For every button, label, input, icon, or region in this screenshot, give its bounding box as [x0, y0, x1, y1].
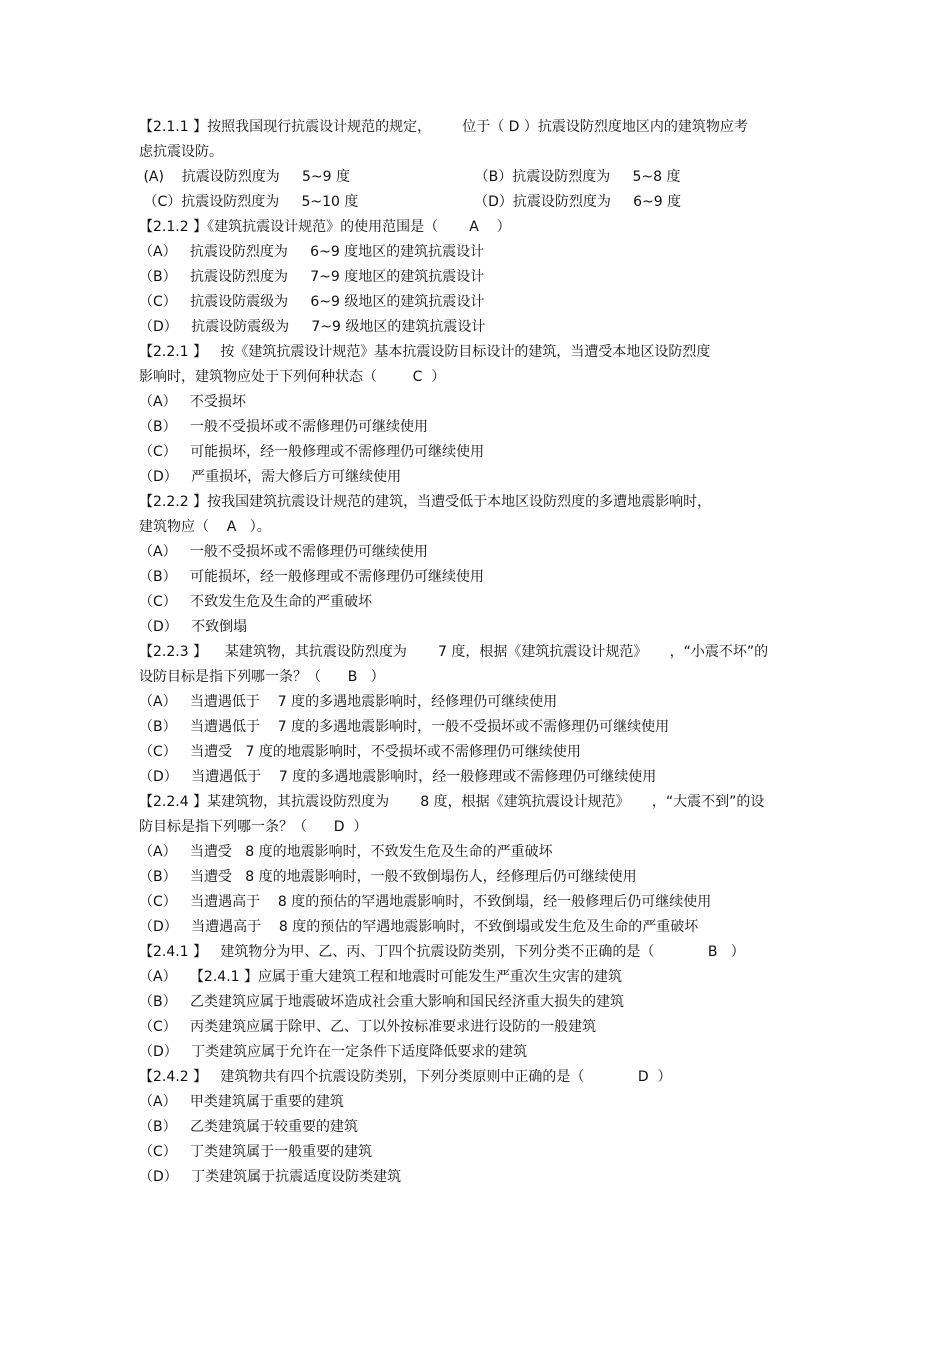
option-d: （D） 丁类建筑属于抗震适度设防类建筑: [139, 1169, 402, 1185]
option-d: （D） 抗震设防震级为 7~9 级地区的建筑抗震设计: [139, 319, 486, 335]
question-2-2-1: 【2.2.1 】 按《建筑抗震设计规范》基本抗震设防目标设计的建筑，当遭受本地区设防烈度: [139, 344, 711, 360]
question-2-1-1-continued: 虑抗震设防。: [139, 144, 223, 160]
option-a: （A） 不受损坏: [139, 394, 246, 410]
question-2-4-1: 【2.4.1 】 建筑物分为甲、乙、丙、丁四个抗震设防类别，下列分类不正确的是（ B ）: [139, 944, 745, 960]
option-d: （D） 丁类建筑应属于允许在一定条件下适度降低要求的建筑: [139, 1044, 528, 1060]
option-a: （A） 甲类建筑属于重要的建筑: [139, 1094, 344, 1110]
question-2-2-3: 【2.2.3 】 某建筑物，其抗震设防烈度为 7 度，根据《建筑抗震设计规范》 ，“小震不坏”的: [139, 644, 769, 660]
option-c: （C） 丙类建筑应属于除甲、乙、丁以外按标准要求进行设防的一般建筑: [139, 1019, 597, 1035]
option-b: （B） 当遭受 8 度的地震影响时，一般不致倒塌伤人，经修理后仍可继续使用: [139, 869, 637, 885]
option-d: （D） 当遭遇低于 7 度的多遇地震影响时，经一般修理或不需修理仍可继续使用: [139, 769, 657, 785]
option-d: （D） 严重损坏，需大修后方可继续使用: [139, 469, 402, 485]
option-c: （C） 可能损坏，经一般修理或不需修理仍可继续使用: [139, 444, 485, 460]
option-c: （C） 不致发生危及生命的严重破坏: [139, 594, 373, 610]
question-2-2-2-continued: 建筑物应（ A ）。: [139, 519, 271, 535]
option-b: （B） 乙类建筑应属于地震破坏造成社会重大影响和国民经济重大损失的建筑: [139, 994, 624, 1010]
option-a: （A） 一般不受损坏或不需修理仍可继续使用: [139, 544, 428, 560]
option-d: （D） 当遭遇高于 8 度的预估的罕遇地震影响时，不致倒塌或发生危及生命的严重破坏: [139, 919, 699, 935]
option-d: （D） 不致倒塌: [139, 619, 248, 635]
question-list: [139, 115, 819, 1190]
question-2-2-4-continued: 防目标是指下列哪一条？（ D ）: [139, 819, 368, 835]
question-2-4-2: 【2.4.2 】 建筑物共有四个抗震设防类别，下列分类原则中正确的是（ D ）: [139, 1069, 672, 1085]
option-c: （C） 抗震设防震级为 6~9 级地区的建筑抗震设计: [139, 294, 485, 310]
option-c: （C） 当遭受 7 度的地震影响时，不受损坏或不需修理仍可继续使用: [139, 744, 581, 760]
option-a: （A） 当遭受 8 度的地震影响时，不致发生危及生命的严重破坏: [139, 844, 553, 860]
question-2-1-1: 【2.1.1 】按照我国现行抗震设计规范的规定， 位于（ D ）抗震设防烈度地区内的建筑物应考: [139, 119, 748, 135]
options-a-b: (A) 抗震设防烈度为 5~9 度 （B）抗震设防烈度为 5~8 度: [139, 169, 681, 185]
question-2-2-1-continued: 影响时，建筑物应处于下列何种状态（ C ）: [139, 369, 446, 385]
option-b: （B） 一般不受损坏或不需修理仍可继续使用: [139, 419, 428, 435]
question-2-2-3-continued: 设防目标是指下列哪一条？（ B ）: [139, 669, 385, 685]
option-a: （A） 抗震设防烈度为 6~9 度地区的建筑抗震设计: [139, 244, 485, 260]
option-a: （A） 【2.4.1 】应属于重大建筑工程和地震时可能发生严重次生灾害的建筑: [139, 969, 622, 985]
option-c: （C） 丁类建筑属于一般重要的建筑: [139, 1144, 373, 1160]
option-b: （B） 可能损坏，经一般修理或不需修理仍可继续使用: [139, 569, 484, 585]
options-c-d: （C）抗震设防烈度为 5~10 度 （D）抗震设防烈度为 6~9 度: [139, 194, 682, 210]
option-c: （C） 当遭遇高于 8 度的预估的罕遇地震影响时，不致倒塌，经一般修理后仍可继续使用: [139, 894, 712, 910]
option-b: （B） 抗震设防烈度为 7~9 度地区的建筑抗震设计: [139, 269, 485, 285]
option-b: （B） 当遭遇低于 7 度的多遇地震影响时，一般不受损坏或不需修理仍可继续使用: [139, 719, 670, 735]
option-b: （B） 乙类建筑属于较重要的建筑: [139, 1119, 358, 1135]
question-2-2-2: 【2.2.2 】按我国建筑抗震设计规范的建筑，当遭受低于本地区设防烈度的多遭地震影响时，: [139, 494, 712, 510]
question-2-2-4: 【2.2.4 】某建筑物，其抗震设防烈度为 8 度，根据《建筑抗震设计规范》 ，“大震不到”的设: [139, 794, 765, 810]
option-a: （A） 当遭遇低于 7 度的多遇地震影响时，经修理仍可继续使用: [139, 694, 558, 710]
question-2-1-2: 【2.1.2 】《建筑抗震设计规范》的使用范围是（ A ）: [139, 219, 511, 235]
